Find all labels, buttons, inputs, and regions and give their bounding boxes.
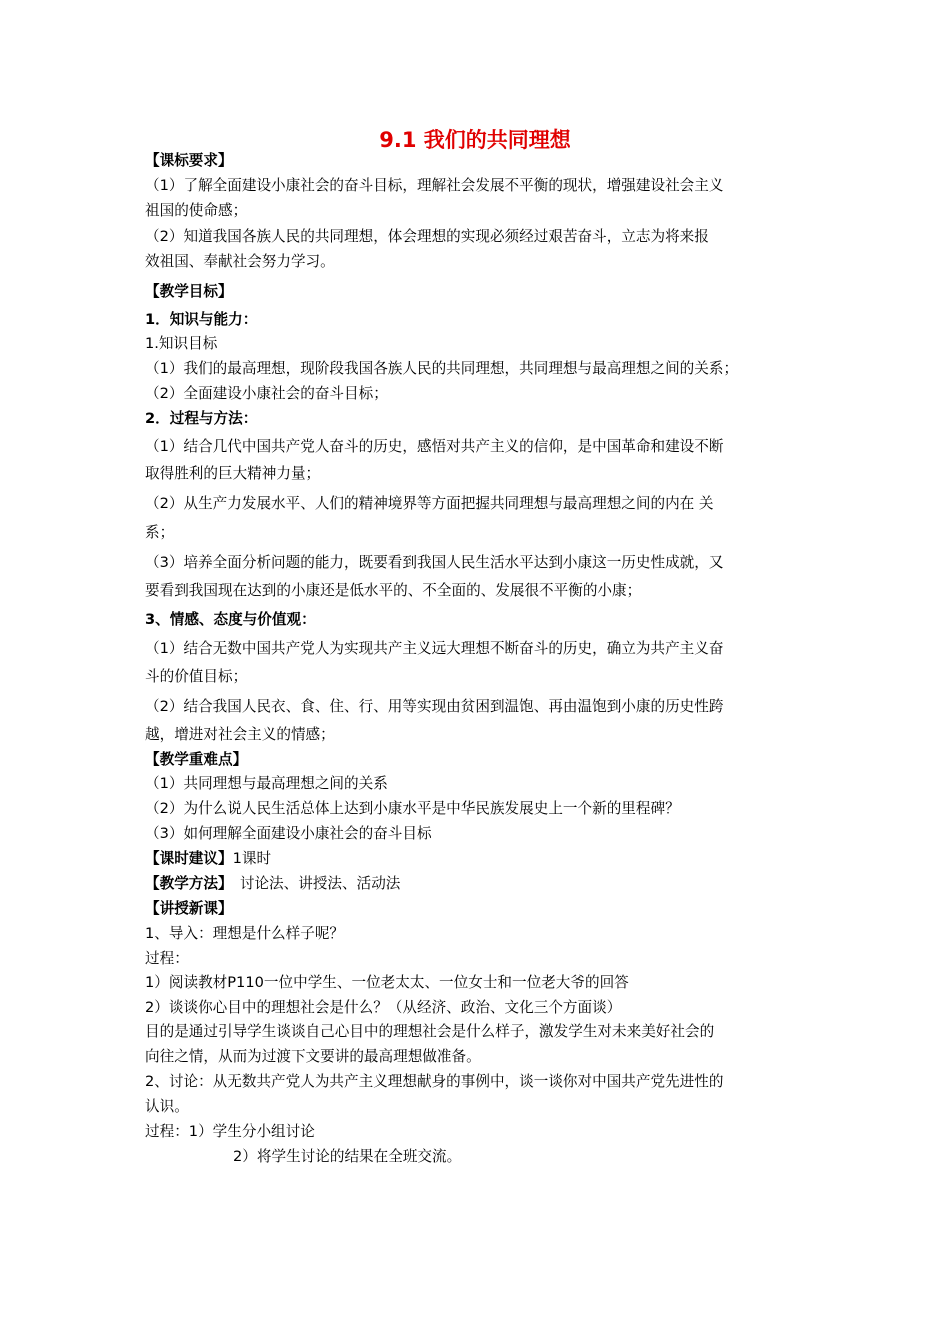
text-line: （1）共同理想与最高理想之间的关系 xyxy=(145,775,388,792)
text-line xyxy=(145,848,815,870)
text-line: 取得胜利的巨大精神力量； xyxy=(145,465,321,482)
text-line: 向往之情，从而为过渡下文要讲的最高理想做准备。 xyxy=(145,1048,481,1065)
section-label: 【教学方法】 xyxy=(145,875,226,892)
text-line: （2）为什么说人民生活总体上达到小康水平是中华民族发展史上一个新的里程碑？ xyxy=(145,800,680,817)
text-line: 【教学重难点】 xyxy=(145,751,248,768)
text-line: 目的是通过引导学生谈谈自己心目中的理想社会是什么样子，激发学生对未来美好社会的 xyxy=(145,1023,715,1040)
text-line: 【课标要求】 xyxy=(145,152,233,169)
text-line: （3）培养全面分析问题的能力，既要看到我国人民生活水平达到小康这一历史性成就，又 xyxy=(145,554,724,571)
text-line: （1）结合无数中国共产党人为实现共产主义远大理想不断奋斗的历史，确立为共产主义奋 xyxy=(145,640,724,657)
text-line: 越，增进对社会主义的情感； xyxy=(145,726,335,743)
text-line: （2）从生产力发展水平、人们的精神境界等方面把握共同理想与最高理想之间的内在 关 xyxy=(145,495,714,512)
text-line: 效祖国、奉献社会努力学习。 xyxy=(145,253,335,270)
text-line: 1．知识与能力： xyxy=(145,311,258,328)
text-line: 2．过程与方法： xyxy=(145,410,258,427)
text-line: （1）了解全面建设小康社会的奋斗目标，理解社会发展不平衡的现状，增强建设社会主义 xyxy=(145,177,724,194)
text-line: 1）阅读教材P110一位中学生、一位老太太、一位女士和一位老大爷的回答 xyxy=(145,974,629,991)
text-line: （1）我们的最高理想，现阶段我国各族人民的共同理想，共同理想与最高理想之间的关系； xyxy=(145,360,739,377)
text-line: （3）如何理解全面建设小康社会的奋斗目标 xyxy=(145,825,432,842)
text-line: （2）全面建设小康社会的奋斗目标； xyxy=(145,385,388,402)
text-line: 斗的价值目标； xyxy=(145,668,248,685)
section-value: 1课时 xyxy=(232,850,272,867)
text-line: 1.知识目标 xyxy=(145,335,218,352)
text-line: 系； xyxy=(145,524,175,541)
section-label: 【课时建议】 xyxy=(145,850,233,867)
section-value: 讨论法、讲授法、活动法 xyxy=(225,875,401,892)
text-line: 1、导入：理想是什么样子呢？ xyxy=(145,925,345,942)
text-line: （2）知道我国各族人民的共同理想，体会理想的实现必须经过艰苦奋斗，立志为将来报 xyxy=(145,228,709,245)
text-line: 认识。 xyxy=(145,1098,189,1115)
text-line: 过程：1）学生分小组讨论 xyxy=(145,1123,315,1140)
text-line: 祖国的使命感； xyxy=(145,202,248,219)
text-line: 3、情感、态度与价值观： xyxy=(145,611,316,628)
text-line: （2）结合我国人民衣、食、住、行、用等实现由贫困到温饱、再由温饱到小康的历史性跨 xyxy=(145,698,724,715)
text-line: 2、讨论：从无数共产党人为共产主义理想献身的事例中，谈一谈你对中国共产党先进性的 xyxy=(145,1073,724,1090)
text-line: 2）将学生讨论的结果在全班交流。 xyxy=(233,1148,462,1165)
text-line: 过程： xyxy=(145,950,189,967)
text-line: （1）结合几代中国共产党人奋斗的历史，感悟对共产主义的信仰，是中国革命和建设不断 xyxy=(145,438,724,455)
document-title: 9.1 我们的共同理想 xyxy=(379,128,571,152)
text-line: 2）谈谈你心目中的理想社会是什么？（从经济、政治、文化三个方面谈） xyxy=(145,999,622,1016)
text-line: 【教学目标】 xyxy=(145,283,233,300)
text-line xyxy=(145,873,815,895)
text-line: 要看到我国现在达到的小康还是低水平的、不全面的、发展很不平衡的小康； xyxy=(145,582,642,599)
text-line: 【讲授新课】 xyxy=(145,900,233,917)
